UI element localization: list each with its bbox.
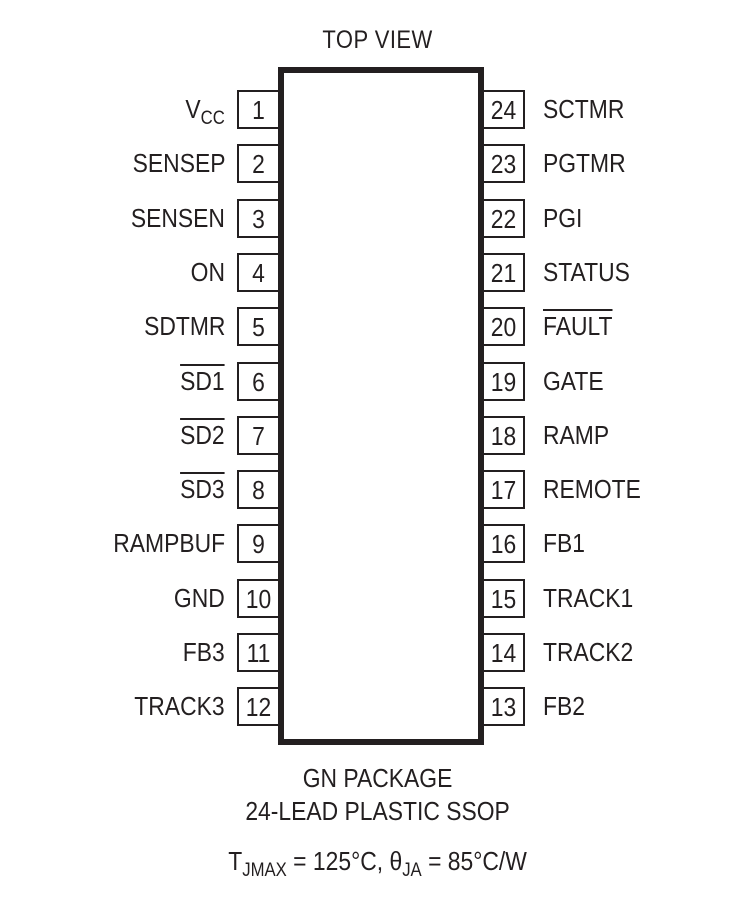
- pin-name: ON: [190, 256, 225, 287]
- tj-value: = 125°C,: [286, 846, 390, 876]
- pin-number: 23: [490, 149, 517, 180]
- tj-symbol: T: [228, 846, 243, 876]
- pin-3-box: [237, 199, 278, 238]
- pin-number: 13: [490, 692, 517, 723]
- pin-3-label: [131, 202, 225, 234]
- pin-name: REMOTE: [543, 474, 641, 505]
- pin-13-box: [484, 687, 525, 726]
- pin-number: 16: [490, 529, 517, 560]
- pin-number: 12: [245, 692, 272, 723]
- pin-name: SD1: [180, 365, 225, 396]
- pin-number: 9: [252, 529, 265, 560]
- pin-7-box: [237, 416, 278, 455]
- pin-6-label: [180, 365, 225, 397]
- pin-23-label: [543, 147, 626, 179]
- pin-12-box: [237, 687, 278, 726]
- pin-17-box: [484, 470, 525, 509]
- pin-number: 20: [490, 312, 517, 343]
- pin-name: SD3: [180, 474, 225, 505]
- pin-name: STATUS: [543, 256, 630, 287]
- pin-number: 19: [490, 366, 517, 397]
- pin-number: 5: [252, 312, 265, 343]
- pin-number: 8: [252, 475, 265, 506]
- pin-name: V: [185, 94, 201, 124]
- pin-22-box: [484, 199, 525, 238]
- package-description: 24-LEAD PLASTIC SSOP: [245, 796, 510, 826]
- pin-14-box: [484, 633, 525, 672]
- pin-19-label: [543, 365, 604, 397]
- pin-2-label: [132, 147, 225, 179]
- pin-18-label: [543, 419, 609, 451]
- pin-5-label: [144, 310, 225, 342]
- pin-9-label: [113, 527, 225, 559]
- pin-number: 2: [252, 149, 265, 180]
- top-view-title: TOP VIEW: [322, 26, 433, 54]
- thermal-specs: [45, 846, 709, 881]
- pin-10-label: [174, 582, 225, 614]
- pin-16-box: [484, 524, 525, 563]
- pin-name: SD2: [180, 419, 225, 450]
- pin-14-label: [543, 636, 633, 668]
- pin-name: PGTMR: [543, 148, 626, 179]
- pin-4-label: [191, 256, 225, 288]
- pin-4-box: [237, 253, 278, 292]
- pin-9-box: [237, 524, 278, 563]
- pin-1-label: [185, 93, 225, 129]
- pin-12-label: [135, 690, 225, 722]
- pin-number: 3: [252, 203, 265, 234]
- pin-name: GATE: [543, 365, 604, 396]
- pin-21-label: [543, 256, 630, 288]
- pin-number: 10: [245, 583, 272, 614]
- pin-name: FB3: [183, 637, 225, 667]
- pin-8-box: [237, 470, 278, 509]
- pin-name: PGI: [543, 202, 583, 233]
- pin-number: 4: [252, 257, 265, 288]
- pin-number: 15: [490, 583, 517, 614]
- pin-name: RAMPBUF: [113, 528, 225, 559]
- pin-7-label: [180, 419, 225, 451]
- pin-20-box: [484, 307, 525, 346]
- package-name: GN PACKAGE: [302, 763, 453, 793]
- pin-number: 11: [246, 638, 271, 668]
- pin-number: 24: [490, 95, 517, 125]
- theta-subscript: JA: [402, 860, 422, 881]
- pin-name: FB1: [543, 528, 585, 559]
- pin-name: FB2: [543, 691, 585, 722]
- pin-8-label: [180, 473, 225, 505]
- pin-23-box: [484, 144, 525, 183]
- pin-name: SENSEN: [130, 202, 225, 233]
- pin-number: 7: [252, 420, 265, 451]
- pin-name: FAULT: [543, 311, 613, 342]
- pin-name: SENSEP: [132, 148, 225, 179]
- pin-number: 18: [490, 420, 517, 451]
- pin-name: SDTMR: [143, 311, 225, 342]
- pin-15-box: [484, 579, 525, 618]
- pin-1-box: [237, 90, 278, 129]
- pin-19-box: [484, 362, 525, 401]
- pin-name-subscript: CC: [200, 108, 225, 129]
- pin-name: SCTMR: [543, 94, 625, 124]
- theta-value: = 85°C/W: [421, 846, 527, 876]
- pin-name: TRACK3: [134, 691, 225, 722]
- pin-6-box: [237, 362, 278, 401]
- pin-13-label: [543, 690, 585, 722]
- pin-15-label: [543, 582, 633, 614]
- pin-2-box: [237, 144, 278, 183]
- pin-10-box: [237, 579, 278, 618]
- pin-5-box: [237, 307, 278, 346]
- pin-16-label: [543, 527, 585, 559]
- pin-number: 6: [252, 366, 265, 397]
- tj-subscript: JMAX: [242, 860, 287, 881]
- pin-name: GND: [174, 582, 225, 613]
- theta-symbol: θ: [389, 846, 403, 876]
- pin-24-box: [484, 90, 525, 129]
- pin-17-label: [543, 473, 641, 505]
- pin-24-label: [543, 93, 624, 125]
- pin-name: TRACK1: [543, 582, 634, 613]
- pin-22-label: [543, 202, 582, 234]
- pin-21-box: [484, 253, 525, 292]
- pin-name: TRACK2: [543, 637, 634, 667]
- pin-number: 14: [490, 638, 517, 668]
- pin-name: RAMP: [543, 419, 610, 450]
- pin-11-label: [183, 636, 225, 668]
- pin-20-label: [543, 310, 613, 342]
- pin-number: 22: [490, 203, 517, 234]
- pin-number: 17: [490, 475, 517, 506]
- ic-package-body: [278, 67, 484, 745]
- pin-11-box: [237, 633, 278, 672]
- pin-number: 21: [490, 257, 517, 288]
- pin-18-box: [484, 416, 525, 455]
- pin-number: 1: [252, 95, 265, 125]
